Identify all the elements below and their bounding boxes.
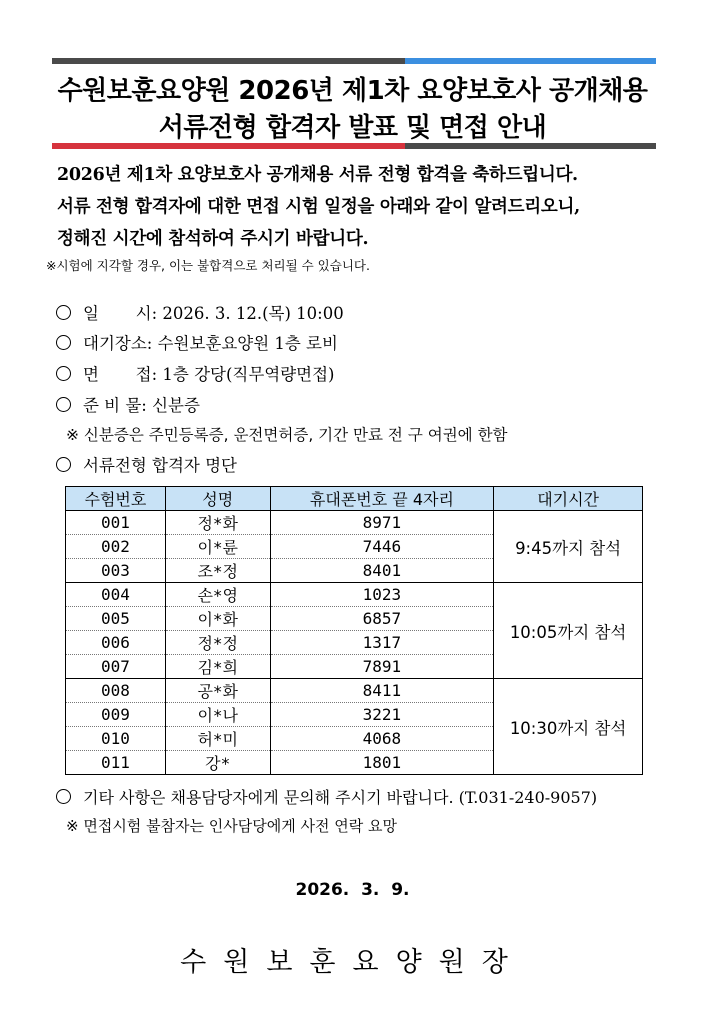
header-name: 성명 bbox=[165, 487, 270, 511]
table-row bbox=[66, 679, 643, 703]
exam-number: 008 bbox=[66, 679, 166, 703]
exam-number: 002 bbox=[66, 535, 166, 559]
circle-bullet-icon bbox=[56, 366, 71, 381]
exam-number: 007 bbox=[66, 655, 166, 679]
wait-time: 10:05까지 참석 bbox=[494, 583, 643, 679]
circle-bullet-icon bbox=[56, 457, 71, 472]
circle-bullet-icon bbox=[56, 305, 71, 320]
notice-date: 2026. 3. 9. bbox=[295, 880, 410, 900]
table-row bbox=[66, 511, 643, 535]
id-note: ※ 신분증은 주민등록증, 운전면허증, 기간 만료 전 구 여권에 한함 bbox=[66, 426, 508, 444]
header-phone-last4: 휴대폰번호 끝 4자리 bbox=[270, 487, 494, 511]
phone-last4: 1801 bbox=[270, 751, 494, 775]
intro-line3: 정해진 시간에 참석하여 주시기 바랍니다. bbox=[57, 229, 369, 249]
results-table bbox=[65, 486, 643, 775]
table-row bbox=[66, 583, 643, 607]
info-list-title-text: 서류전형 합격자 명단 bbox=[83, 456, 237, 475]
table-header-row bbox=[66, 487, 643, 511]
info-datetime bbox=[56, 300, 344, 324]
exam-number: 009 bbox=[66, 703, 166, 727]
circle-bullet-icon bbox=[56, 789, 71, 804]
exam-number: 005 bbox=[66, 607, 166, 631]
phone-last4: 4068 bbox=[270, 727, 494, 751]
page-title-line2: 서류전형 합격자 발표 및 면접 안내 bbox=[158, 113, 547, 143]
exam-number: 003 bbox=[66, 559, 166, 583]
candidate-name: 이*나 bbox=[165, 703, 270, 727]
exam-number: 004 bbox=[66, 583, 166, 607]
phone-last4: 8411 bbox=[270, 679, 494, 703]
phone-last4: 7891 bbox=[270, 655, 494, 679]
info-interview bbox=[56, 361, 334, 385]
exam-number: 006 bbox=[66, 631, 166, 655]
circle-bullet-icon bbox=[56, 397, 71, 412]
candidate-name: 김*희 bbox=[165, 655, 270, 679]
title-bar-bottom-dark bbox=[405, 143, 656, 149]
exam-number: 011 bbox=[66, 751, 166, 775]
wait-time: 10:30까지 참석 bbox=[494, 679, 643, 775]
candidate-name: 조*정 bbox=[165, 559, 270, 583]
info-list-title bbox=[56, 452, 237, 476]
title-bar-top-dark bbox=[52, 58, 405, 64]
info-interview-text: 면 접: 1층 강당(직무역량면접) bbox=[83, 365, 335, 384]
info-waiting-place-text: 대기장소: 수원보훈요양원 1층 로비 bbox=[83, 334, 338, 353]
phone-last4: 8971 bbox=[270, 511, 494, 535]
exam-number: 010 bbox=[66, 727, 166, 751]
candidate-name: 공*화 bbox=[165, 679, 270, 703]
header-wait-time: 대기시간 bbox=[494, 487, 643, 511]
late-warning: ※시험에 지각할 경우, 이는 불합격으로 처리될 수 있습니다. bbox=[46, 258, 370, 273]
candidate-name: 정*화 bbox=[165, 511, 270, 535]
exam-number: 001 bbox=[66, 511, 166, 535]
candidate-name: 정*정 bbox=[165, 631, 270, 655]
absence-note: ※ 면접시험 불참자는 인사담당에게 사전 연락 요망 bbox=[66, 817, 397, 835]
info-items-text: 준 비 물: 신분증 bbox=[83, 396, 200, 415]
intro-line2: 서류 전형 합격자에 대한 면접 시험 일정을 아래와 같이 알려드리오니, bbox=[57, 197, 580, 217]
phone-last4: 1023 bbox=[270, 583, 494, 607]
candidate-name: 손*영 bbox=[165, 583, 270, 607]
contact-info bbox=[56, 785, 597, 808]
title-bar-bottom-red bbox=[52, 143, 405, 149]
candidate-name: 허*미 bbox=[165, 727, 270, 751]
intro-line1: 2026년 제1차 요양보호사 공개채용 서류 전형 합격을 축하드립니다. bbox=[57, 165, 578, 185]
candidate-name: 이*륜 bbox=[165, 535, 270, 559]
circle-bullet-icon bbox=[56, 335, 71, 350]
phone-last4: 6857 bbox=[270, 607, 494, 631]
page-title-line1: 수원보훈요양원 2026년 제1차 요양보호사 공개채용 bbox=[57, 76, 648, 106]
info-datetime-text: 일 시: 2026. 3. 12.(목) 10:00 bbox=[83, 304, 344, 323]
candidate-name: 이*화 bbox=[165, 607, 270, 631]
header-exam-number: 수험번호 bbox=[66, 487, 166, 511]
phone-last4: 7446 bbox=[270, 535, 494, 559]
info-waiting-place bbox=[56, 330, 338, 354]
info-items bbox=[56, 392, 200, 416]
candidate-name: 강* bbox=[165, 751, 270, 775]
wait-time: 9:45까지 참석 bbox=[494, 511, 643, 583]
contact-info-text: 기타 사항은 채용담당자에게 문의해 주시기 바랍니다. (T.031-240-9057) bbox=[83, 788, 598, 807]
phone-last4: 3221 bbox=[270, 703, 494, 727]
signature: 수원보훈요양원장 bbox=[180, 947, 525, 978]
phone-last4: 8401 bbox=[270, 559, 494, 583]
phone-last4: 1317 bbox=[270, 631, 494, 655]
title-bar-top-blue bbox=[405, 58, 656, 64]
